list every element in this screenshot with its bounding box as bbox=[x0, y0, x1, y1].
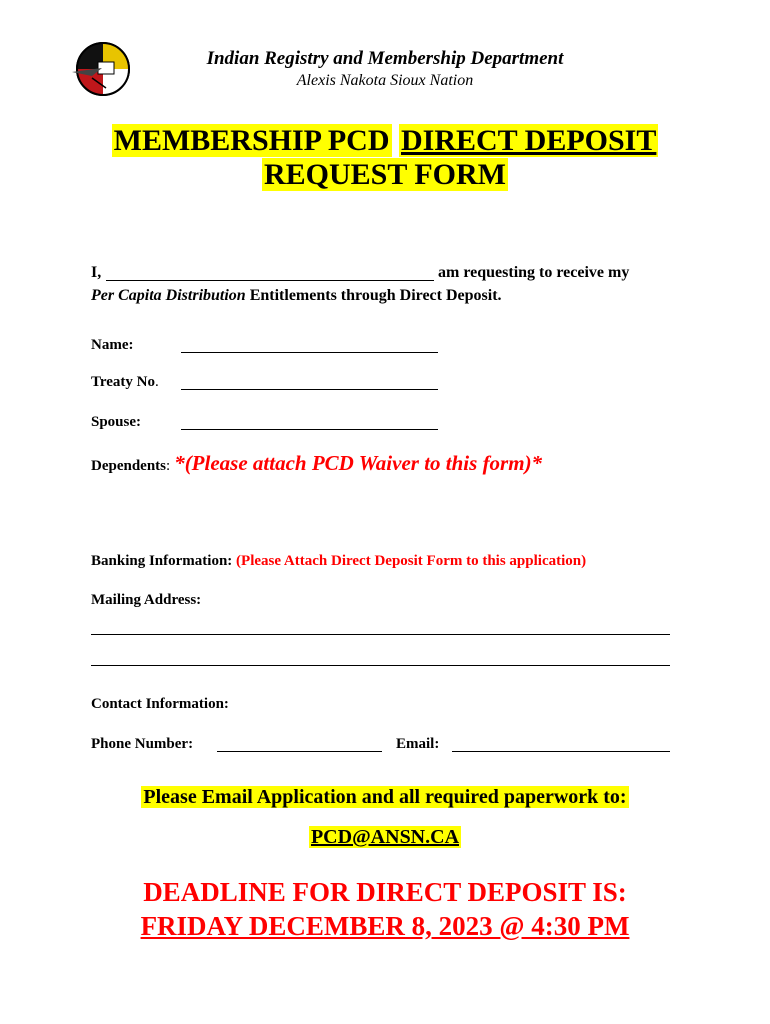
name-label: Name: bbox=[91, 337, 134, 353]
form-title-part2: DIRECT DEPOSIT bbox=[401, 124, 657, 157]
treaty-label-text: Treaty No bbox=[91, 374, 156, 390]
email-label: Email: bbox=[396, 736, 440, 752]
contact-label: Contact Information: bbox=[91, 696, 229, 712]
mailing-address-line-1[interactable] bbox=[91, 634, 670, 635]
dependents-row bbox=[91, 451, 542, 476]
deadline-line-1: DEADLINE FOR DIRECT DEPOSIT IS: bbox=[143, 877, 627, 907]
dependents-colon: : bbox=[166, 458, 171, 474]
deadline-line-2 bbox=[0, 909, 770, 943]
applicant-name-input[interactable] bbox=[106, 280, 434, 281]
submission-instruction bbox=[0, 786, 770, 809]
banking-note: (Please Attach Direct Deposit Form to this application) bbox=[236, 553, 587, 569]
spouse-label: Spouse: bbox=[91, 414, 142, 430]
spouse-input[interactable] bbox=[181, 429, 438, 430]
email-input[interactable] bbox=[452, 751, 670, 752]
phone-input[interactable] bbox=[217, 751, 382, 752]
submission-instruction-text: Please Email Application and all required paperwork to: bbox=[143, 786, 627, 808]
dependents-note: *(Please attach PCD Waiver to this form)* bbox=[174, 451, 543, 475]
intro-line2 bbox=[91, 287, 502, 305]
intro-prefix: I, bbox=[91, 264, 102, 281]
intro-line2-rest: Entitlements through Direct Deposit. bbox=[249, 287, 502, 304]
form-title-line2: REQUEST FORM bbox=[264, 158, 506, 191]
intro-suffix: am requesting to receive my bbox=[438, 264, 630, 281]
submission-email-row bbox=[0, 826, 770, 849]
banking-row bbox=[91, 553, 586, 570]
treaty-number-input[interactable] bbox=[181, 389, 438, 390]
submission-email-link[interactable]: PCD@ANSN.CA bbox=[310, 826, 460, 848]
per-capita-text: Per Capita Distribution bbox=[91, 287, 246, 304]
name-input[interactable] bbox=[181, 352, 438, 353]
mailing-label: Mailing Address: bbox=[91, 592, 202, 608]
banking-label: Banking Information: bbox=[91, 553, 233, 569]
form-title-part1: MEMBERSHIP PCD bbox=[113, 124, 390, 157]
form-title bbox=[0, 124, 770, 192]
mailing-address-line-2[interactable] bbox=[91, 665, 670, 666]
phone-label: Phone Number: bbox=[91, 736, 194, 752]
deadline-date: FRIDAY DECEMBER 8, 2023 @ 4:30 PM bbox=[140, 911, 630, 941]
nation-subtitle: Alexis Nakota Sioux Nation bbox=[296, 72, 474, 89]
treaty-dot: . bbox=[155, 374, 159, 390]
department-title: Indian Registry and Membership Department bbox=[206, 48, 564, 69]
dependents-label: Dependents bbox=[91, 458, 167, 474]
treaty-label bbox=[91, 374, 159, 391]
